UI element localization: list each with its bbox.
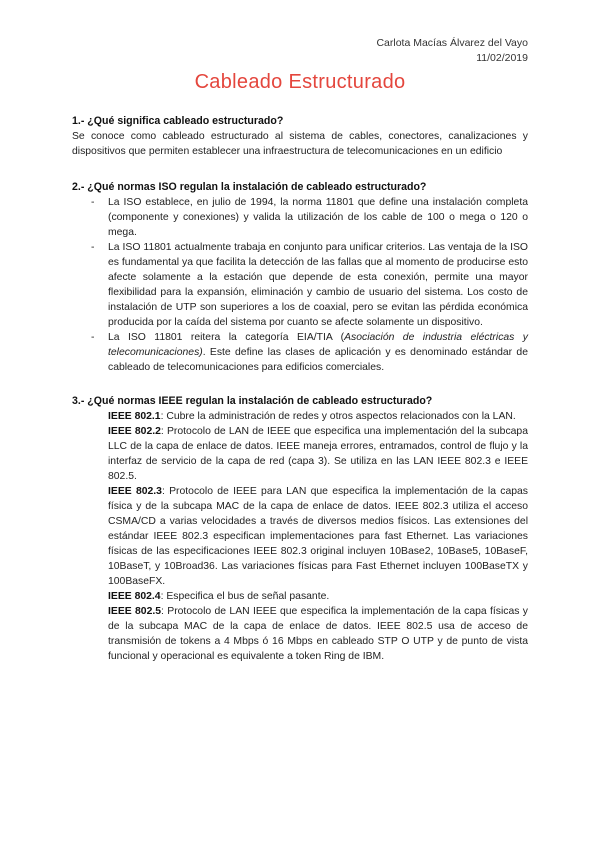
definition-text: : Protocolo de LAN de IEEE que especifica una implementación del la subcapa LLC de la capa de enlace de datos. IEEE maneja errores, entramados, control de flujo y la interfaz de servicio de la capa de red (capa 3). Se utiliza en las LAN IEEE 802.3 e IEEE 802.5.	[108, 426, 528, 482]
definition-term: IEEE 802.5	[108, 606, 162, 617]
section-2	[72, 180, 528, 375]
list-item-text: . Este define las clases de aplicación y es denominado estándar de cableado de telecomunicaciones para edificios comerciales.	[108, 347, 528, 373]
section-heading: 3.- ¿Qué normas IEEE regulan la instalación de cableado estructurado?	[72, 395, 433, 407]
document-title: Cableado Estructurado	[194, 71, 406, 93]
definition-text: : Cubre la administración de redes y otros aspectos relacionados con la LAN.	[160, 411, 516, 422]
document-date: 11/02/2019	[476, 52, 528, 64]
definition-term: IEEE 802.2	[108, 426, 161, 437]
definition-term: IEEE 802.3	[108, 486, 162, 497]
definition-term: IEEE 802.1	[108, 411, 161, 422]
definition-item	[108, 589, 528, 604]
definition-text: : Protocolo de LAN IEEE que especifica la implementación de la capa físicas y de la subcapa MAC de la capa de enlace de datos. IEEE 802.5 usa de acceso de transmisión de tokens a 4 Mbps ó 16 Mbps en cableado STP O UTP y de punto de vista funcional y operacional es equivalente a token Ring de IBM.	[108, 606, 528, 662]
author-name: Carlota Macías Álvarez del Vayo	[376, 37, 528, 49]
list-item: - La ISO 11801 actualmente trabaja en conjunto para unificar criterios. Las ventaja de la ISO es fundamental ya que facilita la detección de las fallas que al momento de producirse esto afecte solamente a la estación que depende de esta conexión, permite una mayor flexibilidad para la expansión, eliminación y cambio de usuario del sistema. Los costo de instalación de UTP son superiores a los de coaxial, pero se evitan las pérdida económica producida por la caída del sistema por cuanto se afecte solamente un dispositivo.	[72, 240, 528, 330]
ieee-definitions	[108, 409, 528, 664]
list-item: - La ISO establece, en julio de 1994, la norma 11801 que define una instalación completa (componente y conexiones) y valida la utilización de los cable de 100 o mega o 120 o mega.	[72, 195, 528, 240]
iso-list	[72, 195, 528, 375]
definition-item	[108, 604, 528, 664]
definition-text: : Especifica el bus de señal pasante.	[160, 591, 330, 602]
definition-item	[108, 409, 528, 424]
list-item-text: La ISO 11801 reitera la categoría EIA/TIA (	[108, 332, 345, 343]
definition-text: : Protocolo de IEEE para LAN que especifica la implementación de la capas física y de la subcapa MAC de la capa de enlace de datos. IEEE 802.3 utiliza el acceso CSMA/CD a varias velocidades a través de diversos medios físicos. Las extensiones del estándar IEEE 802.3 especifican implementaciones para fast Ethernet. Las variaciones físicas de las especificaciones IEEE 802.3 original incluyen 10Base2, 10Base5, 10BaseF, 10BaseT, y 10Broad36. Las variaciones físicas para Fast Ethernet incluyen 100BaseTX y 100BaseFX.	[108, 486, 528, 587]
section-heading: 1.- ¿Qué significa cableado estructurado?	[72, 115, 284, 127]
section-heading: 2.- ¿Qué normas ISO regulan la instalación de cableado estructurado?	[72, 181, 427, 193]
document-header	[376, 36, 528, 66]
list-item-italic: Asociación de industria eléctricas y telecomunicaciones)	[108, 332, 528, 358]
section-1	[72, 114, 528, 159]
list-item	[72, 330, 528, 375]
section-paragraph: Se conoce como cableado estructurado al sistema de cables, conectores, canalizaciones y dispositivos que permiten establecer una infraestructura de telecomunicaciones en un edificio	[72, 131, 528, 157]
section-3	[72, 394, 528, 664]
definition-term: IEEE 802.4	[108, 591, 161, 602]
document-body	[72, 114, 528, 664]
definition-item	[108, 424, 528, 484]
definition-item	[108, 484, 528, 589]
